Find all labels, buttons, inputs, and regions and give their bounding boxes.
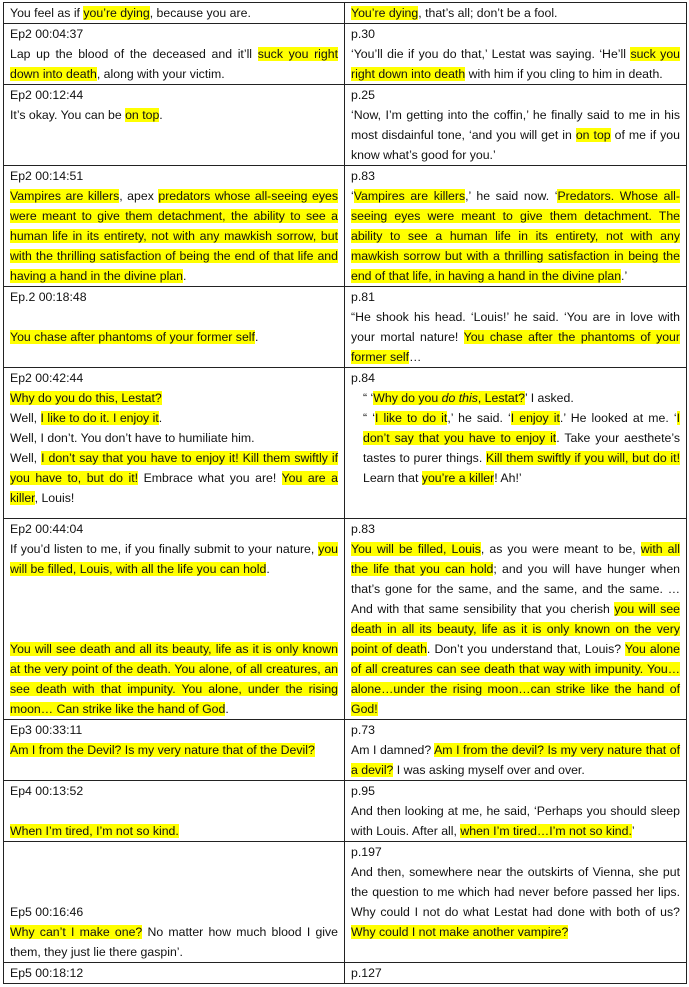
episode-timestamp: Ep.2 00:18:48 [10, 290, 87, 304]
highlighted-phrase: I enjoy it [510, 411, 560, 425]
show-quote-cell [4, 963, 345, 984]
quote-segment: ,’ he said. ‘ [447, 411, 511, 425]
show-quote-cell [4, 85, 345, 166]
page-reference: p.127 [351, 966, 382, 980]
highlighted-phrase: You’re dying [351, 6, 419, 20]
book-quote-cell [345, 963, 687, 984]
quote-text [10, 44, 338, 84]
highlighted-phrase: You will see death and all its beauty, life as it is only known at the very point of the death. You alone, of all creatures, an see death with that impunity. You alone, under the rising moon… Can strike like the hand of God [10, 642, 338, 716]
episode-timestamp: Ep2 00:04:37 [10, 27, 84, 41]
quote-segment: And then looking at me, he said, ‘Perhaps you should sleep with Louis. After all, [351, 804, 680, 838]
quote-text [10, 740, 338, 760]
table-row [4, 519, 687, 720]
quote-segment: , Louis! [34, 491, 75, 505]
dialogue-line [10, 408, 338, 428]
quote-segment: You feel as if [10, 6, 84, 20]
quote-segment: Learn that [363, 471, 422, 485]
quote-segment: , along with your victim. [96, 67, 225, 81]
table-row [4, 368, 687, 519]
highlighted-phrase: suck you right down into death [10, 47, 338, 81]
quote-segment: ; and you will have hunger when that’s gone for the same, and the same, and the same. …And with that same sensibility that you cherish [351, 562, 681, 616]
episode-timestamp: Ep2 00:44:04 [10, 522, 84, 536]
show-quote-cell [4, 368, 345, 519]
dialogue-line [10, 428, 338, 448]
book-quote-cell [345, 842, 687, 963]
table-row [4, 963, 687, 984]
table-row [4, 781, 687, 842]
episode-timestamp: Ep4 00:13:52 [10, 784, 84, 798]
comparison-table [3, 2, 687, 984]
quote-segment: , apex [119, 189, 159, 203]
highlighted-phrase: Vampires are killers [353, 189, 466, 203]
quote-segment: . Don’t you understand that, Louis? [426, 642, 626, 656]
quote-text [351, 105, 680, 165]
episode-timestamp: Ep5 00:18:12 [10, 966, 84, 980]
quote-segment: . [159, 108, 163, 122]
highlighted-phrase: with all the life that you can hold [351, 542, 680, 576]
page-reference: p.95 [351, 784, 375, 798]
book-quote-cell [345, 166, 687, 287]
highlighted-phrase: Why could I not make another vampire? [351, 925, 569, 939]
episode-timestamp: Ep3 00:33:11 [10, 723, 83, 737]
table-row [4, 3, 687, 24]
quote-text [10, 922, 338, 962]
highlighted-phrase: Why do you do this, Lestat? [10, 391, 162, 405]
quote-segment: ,’ he said now. ‘ [465, 189, 558, 203]
quote-text [10, 539, 338, 579]
quote-segment: , as you were meant to be, [480, 542, 641, 556]
page-reference: p.197 [351, 845, 382, 859]
quote-segment: ‘You’ll die if you do that,’ Lestat was saying. ‘He’ll [351, 47, 631, 61]
highlighted-phrase: When I’m tired, I’m not so kind. [10, 824, 179, 838]
show-quote-cell [4, 842, 345, 963]
table-row [4, 24, 687, 85]
quote-text [10, 327, 338, 347]
dialogue-line [351, 388, 680, 408]
episode-timestamp: Ep2 00:14:51 [10, 169, 84, 183]
highlighted-phrase: you’re dying [83, 6, 150, 20]
quote-segment: Well, [10, 451, 42, 465]
quote-segment: It’s okay. You can be [10, 108, 126, 122]
book-quote-cell [345, 519, 687, 720]
highlighted-phrase: Vampires are killers [10, 189, 120, 203]
dialogue-line [10, 388, 338, 408]
book-quote-cell [345, 3, 687, 24]
highlighted-phrase: you’re a killer [421, 471, 495, 485]
quote-text [351, 186, 680, 286]
page-reference: p.30 [351, 27, 375, 41]
book-quote-cell [345, 368, 687, 519]
highlighted-phrase: I like to do it. I enjoy it [40, 411, 159, 425]
table-row [4, 720, 687, 781]
quote-segment: ! Ah!’ [494, 471, 522, 485]
quote-text [351, 801, 680, 841]
highlighted-phrase: Why do you [373, 391, 442, 405]
page-reference: p.81 [351, 290, 375, 304]
quote-text [351, 3, 680, 23]
quote-segment: ’ I asked. [525, 391, 574, 405]
dialogue-line [351, 408, 680, 488]
quote-text [10, 3, 338, 23]
show-quote-cell [4, 781, 345, 842]
quote-segment: . [225, 702, 229, 716]
episode-timestamp: Ep2 00:12:44 [10, 88, 84, 102]
quote-segment: . [266, 562, 270, 576]
highlighted-phrase: Predators. Whose all-seeing eyes were meant to give them detachment. The ability to see a human life in its entirety, not with any mawkish sorrow but with a thrilling satisfaction in being the end of that life, in having a hand in the divine plan [351, 189, 681, 283]
page-reference: p.73 [351, 723, 375, 737]
quote-segment: .’ He looked at me. ‘ [559, 411, 677, 425]
quote-segment: .’ [621, 269, 628, 283]
quote-segment: If you’d listen to me, if you finally submit to your nature, [10, 542, 319, 556]
quote-text [351, 539, 680, 719]
highlighted-phrase: do this [441, 391, 478, 405]
dialogue-line [10, 448, 338, 508]
highlighted-phrase: suck you right down into death [351, 47, 680, 81]
quote-segment: … [409, 350, 422, 364]
quote-segment: Am I damned? [351, 743, 435, 757]
episode-timestamp: Ep2 00:42:44 [10, 371, 84, 385]
quote-segment: . [254, 330, 259, 344]
quote-segment: . [182, 269, 187, 283]
table-row [4, 166, 687, 287]
quote-segment: with him if you cling to him in death. [465, 67, 663, 81]
highlighted-phrase: you will be filled, Louis, with all the life you can hold [10, 542, 338, 576]
quote-text [10, 105, 338, 125]
quote-segment: Well, I don’t. You don’t have to humiliate him. [10, 431, 255, 445]
quote-segment: of me if you know what’s good for you.’ [351, 128, 680, 162]
highlighted-phrase: I don’t say that you have to enjoy it [363, 411, 681, 445]
highlighted-phrase: , Lestat? [477, 391, 526, 405]
highlighted-phrase: Why can’t I make one? [10, 925, 143, 939]
quote-text [10, 186, 338, 286]
highlighted-phrase: You chase after phantoms of your former self [10, 330, 255, 344]
highlighted-phrase: on top [575, 128, 611, 142]
highlighted-phrase: You are a killer [10, 471, 338, 505]
quote-segment: I was asking myself over and over. [393, 763, 585, 777]
quote-segment: Well, [10, 411, 41, 425]
show-quote-cell [4, 24, 345, 85]
quote-segment: . [158, 411, 163, 425]
show-quote-cell [4, 519, 345, 720]
table-row [4, 287, 687, 368]
book-quote-cell [345, 85, 687, 166]
show-quote-cell [4, 166, 345, 287]
highlighted-phrase: Am I from the Devil? Is my very nature that of the Devil? [10, 743, 315, 757]
quote-segment: Embrace what you are! [138, 471, 282, 485]
page-reference: p.83 [351, 522, 375, 536]
quote-text [10, 821, 338, 841]
quote-text [10, 639, 338, 719]
highlighted-phrase: I don’t say that you have to enjoy it! Kill them swiftly if you have to, but do it! [10, 451, 339, 485]
highlighted-phrase: when I’m tired…I’m not so kind. [460, 824, 632, 838]
quote-segment: Lap up the blood of the deceased and it’ll [10, 47, 258, 61]
quote-segment: “ ‘ [363, 411, 375, 425]
highlighted-phrase: Am I from the devil? Is my very nature that of a devil? [351, 743, 680, 777]
quote-segment: “He shook his head. ‘Louis!’ he said. ‘You are in love with your mortal nature! [351, 310, 680, 344]
quote-segment: ’ [631, 824, 635, 838]
highlighted-phrase: I like to do it [374, 411, 448, 425]
page-reference: p.83 [351, 169, 375, 183]
episode-timestamp: Ep5 00:16:46 [10, 905, 84, 919]
table-row [4, 85, 687, 166]
quote-segment: No matter how much blood I give them, they just lie there gaspin’. [10, 925, 338, 959]
show-quote-cell [4, 287, 345, 368]
quote-segment: “ ‘ [363, 391, 374, 405]
page-reference: p.84 [351, 371, 375, 385]
quote-text [351, 44, 680, 84]
highlighted-phrase: on top [125, 108, 160, 122]
quote-segment: , because you are. [149, 6, 251, 20]
highlighted-phrase: You chase after the phantoms of your former self [351, 330, 680, 364]
highlighted-phrase: you will see death in all its beauty, life as it is only known on the very point of death [351, 602, 681, 656]
page-reference: p.25 [351, 88, 375, 102]
show-quote-cell [4, 720, 345, 781]
quote-segment: . Take your aesthete’s tastes to purer things. [363, 431, 680, 465]
highlighted-phrase: You alone of all creatures can see death that way with impunity. You…alone…under the rising moon…can strike like the hand of God! [351, 642, 680, 716]
highlighted-phrase: You will be filled, Louis [351, 542, 481, 556]
highlighted-phrase: predators whose all-seeing eyes were meant to give them detachment, the ability to see a human life in its entirety, not with any mawkish sorrow, but with the thrilling satisfaction of being the end of that life and having a hand in the divine plan [10, 189, 338, 283]
quote-segment: , that’s all; don’t be a fool. [418, 6, 558, 20]
book-quote-cell [345, 287, 687, 368]
quote-text [351, 740, 680, 780]
book-quote-cell [345, 720, 687, 781]
book-quote-cell [345, 781, 687, 842]
quote-text [351, 307, 680, 367]
table-row [4, 842, 687, 963]
quote-segment: ‘ [351, 189, 354, 203]
highlighted-phrase: Kill them swiftly if you will, but do it! [486, 451, 680, 465]
book-quote-cell [345, 24, 687, 85]
show-quote-cell [4, 3, 345, 24]
quote-text [351, 862, 680, 942]
quote-segment: And then, somewhere near the outskirts of Vienna, she put the question to me which had never before passed her lips. Why could I not do what Lestat had done with both of us? [351, 865, 680, 919]
quote-segment: ‘Now, I’m getting into the coffin,’ he finally said to me in his most disdainful tone, ‘and you will get in [351, 108, 680, 142]
